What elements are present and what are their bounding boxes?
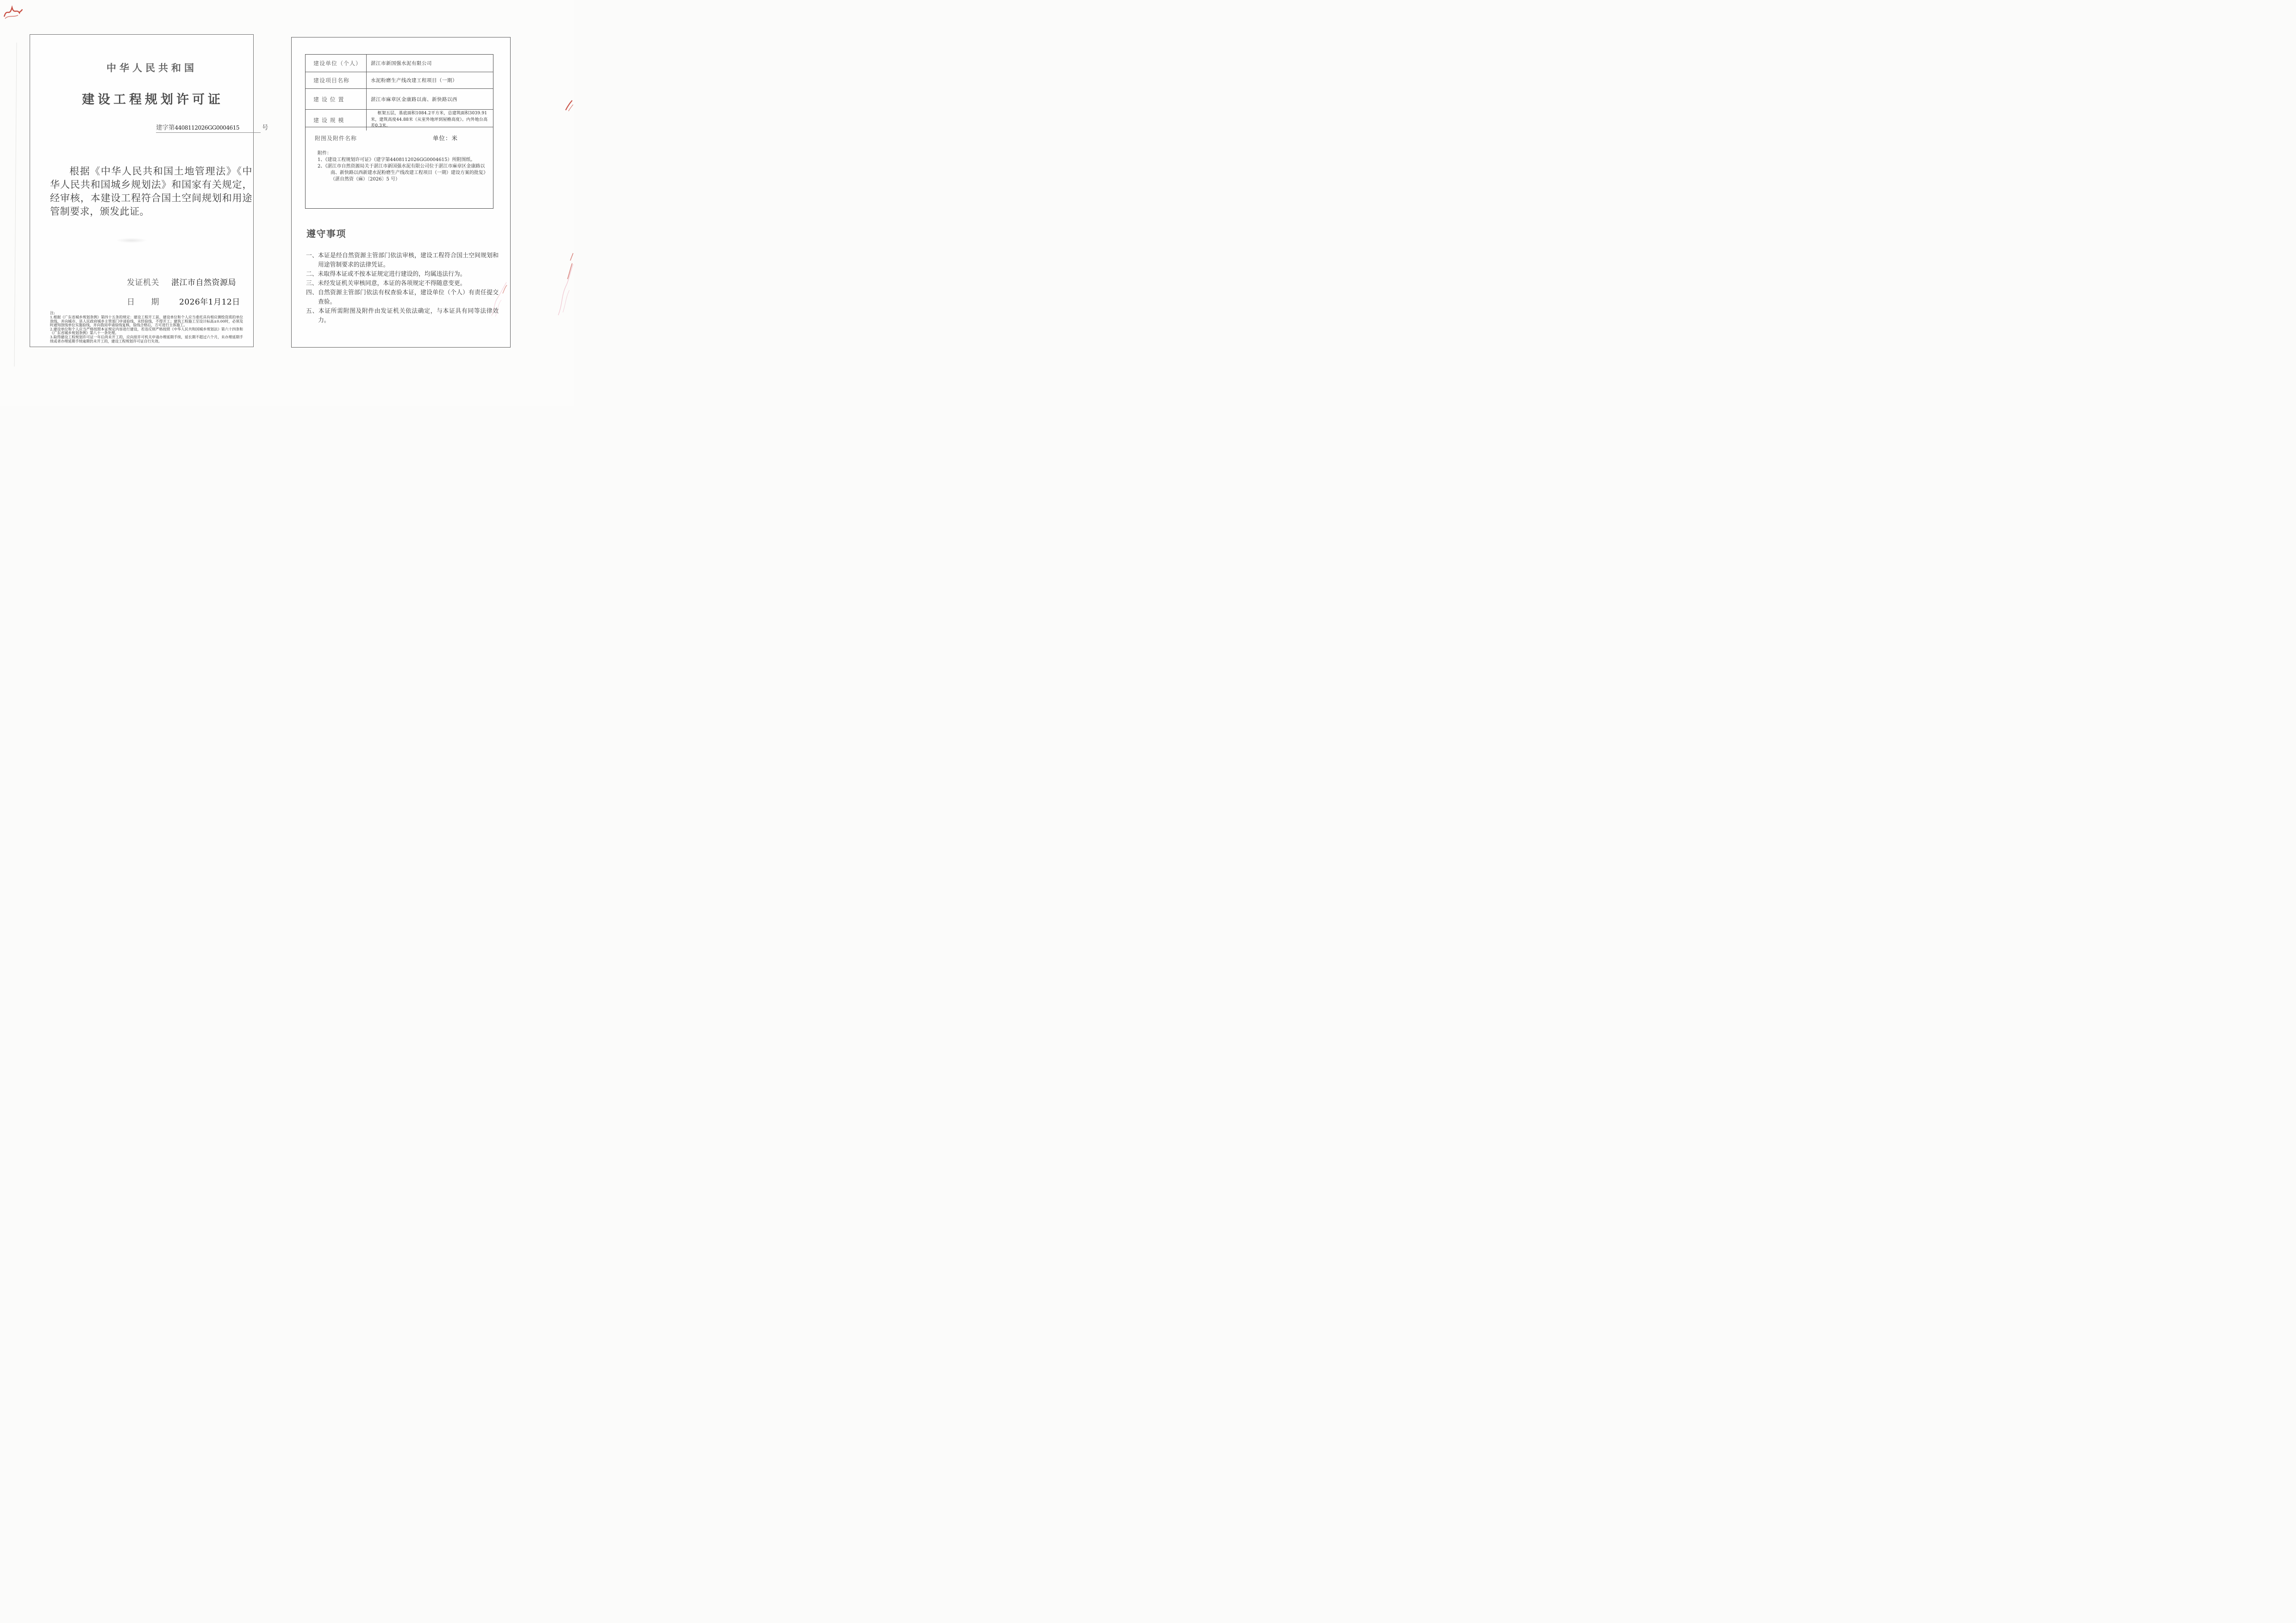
table-row: [306, 55, 493, 72]
table-row: [306, 72, 493, 88]
row-value-unit: 湛江市新国强水泥有限公司: [371, 61, 432, 66]
red-mark-right-edge: [564, 99, 574, 112]
country-title: 中华人民共和国: [106, 62, 197, 74]
serial-prefix: 建字第: [156, 124, 175, 131]
compliance-item: 一、本证是经自然资源主管部门依法审核，建设工程符合国土空间规划和用途管制要求的法律凭证。: [306, 252, 499, 268]
red-stroke: [568, 253, 573, 279]
scanned-document: [0, 0, 574, 406]
permit-details-page: [291, 37, 511, 348]
pink-stroke: [558, 264, 573, 315]
attachments-body: [318, 150, 488, 183]
declaration-paragraph: 根据《中华人民共和国土地管理法》《中华人民共和国城乡规划法》和国家有关规定，经审核，本建设工程符合国土空间规划和用途管制要求，颁发此证。: [50, 166, 252, 217]
table-row: [306, 109, 493, 127]
row-label-unit: 建设单位（个人）: [306, 55, 367, 72]
issuer-value: 湛江市自然资源局: [171, 278, 236, 287]
row-value-project: 水泥粉磨生产线改建工程项目（一期）: [371, 78, 457, 83]
attachment-item: 2、《湛江市自然资源局关于湛江市新国强水泥有限公司位于湛江市麻章区金康路以南、新快路以西新建水泥粉磨生产线改建工程项目（一期）建设方案的批复》（湛自然资（麻）〔2026〕5 号）: [318, 164, 488, 182]
row-value-scale: 框架五层，基底面积1084.2平方米，总建筑面积3039.91米，建筑高度44.88米（从室外地坪到屋檐高度）。内外地台高差0.3米。: [371, 111, 488, 128]
notes-section: [50, 311, 243, 343]
pink-stroke: [563, 290, 569, 312]
attachment-item: 1、《建设工程规划许可证》（建字第4408112026GG0004615）所附图纸。: [318, 157, 475, 162]
red-scribble-topleft: [3, 3, 23, 20]
red-stroke: [566, 100, 572, 110]
notes-label: 注:: [50, 311, 55, 315]
scan-smudge: [116, 238, 147, 243]
compliance-item: 三、未经发证机关审核同意，本证的各项规定不得随意变更。: [306, 280, 466, 287]
compliance-item: 二、未取得本证或不按本证规定进行建设的，均属违法行为。: [306, 271, 466, 278]
date-label: 日 期: [127, 298, 159, 307]
row-label-project: 建设项目名称: [306, 72, 367, 88]
note-item: 3.取得建设工程规划许可证一年后尚未开工的，应向原许可机关申请办理延期手续，延长期不超过六个月，未办理延期手续或者办理延期手续逾期仍未开工的，建设工程规划许可证自行失效。: [50, 335, 243, 343]
attachments-label: 附件：: [318, 151, 331, 156]
row-value-location: 湛江市麻章区金康路以南、新快路以西: [371, 96, 457, 102]
row-label-location: 建 设 位 置: [306, 89, 367, 109]
serial-number-row: [156, 122, 268, 133]
unit-note: 单位：米: [432, 135, 458, 142]
serial-number: 4408112026GG0004615: [175, 124, 239, 131]
row-label-scale: 建 设 规 模: [306, 110, 367, 131]
compliance-item: 四、自然资源主管部门依法有权查验本证，建设单位（个人）有责任提交查验。: [306, 289, 499, 305]
note-item: 2.建设单位和个人应当严格按照本证规定内容进行建设，若违反则严格按照《中华人民共和国城乡规划法》第六十四条和《广东省城乡规划条例》第八十一条处理。: [50, 327, 243, 336]
serial-suffix: 号: [262, 124, 268, 131]
date-row: [127, 295, 240, 307]
note-item: 1.根据《广东省城乡规划条例》第四十五条的规定：建设工程开工前，建设单位和个人应当委托具有相应测绘资质的单位放线，并向城市、县人民政府城乡主管部门申请验线，未经验线，不得开工；建筑工程施工至设计标高±0.00时，必须及时通知放线单位实施验线，并向我局申请验线复核，验线合格后，方可进行主体施工。: [50, 315, 243, 328]
red-stroke: [4, 7, 22, 17]
red-stroke: [568, 105, 573, 111]
red-stroke: [503, 285, 507, 293]
attachments-title: 附图及附件名称: [315, 135, 357, 142]
issuer-label: 发证机关: [127, 278, 159, 287]
details-table: [305, 54, 493, 209]
serial-underline: [156, 122, 261, 133]
certificate-title: 建设工程规划许可证: [82, 93, 224, 107]
date-value: 2026年1月12日: [179, 298, 240, 307]
red-stroke: [5, 15, 18, 19]
attachments-header: [315, 134, 488, 142]
table-row: [306, 88, 493, 109]
issuer-row: [127, 276, 236, 287]
paper-edge-shadow: [14, 43, 17, 367]
permit-cover-page: [30, 34, 268, 347]
attachments-row: [306, 127, 493, 208]
compliance-list: [306, 251, 499, 325]
pink-marks-right-edge: [555, 251, 574, 317]
compliance-heading: 遵守事项: [306, 228, 346, 239]
compliance-item: 五、本证所需附图及附件由发证机关依法确定，与本证具有同等法律效力。: [306, 308, 499, 324]
